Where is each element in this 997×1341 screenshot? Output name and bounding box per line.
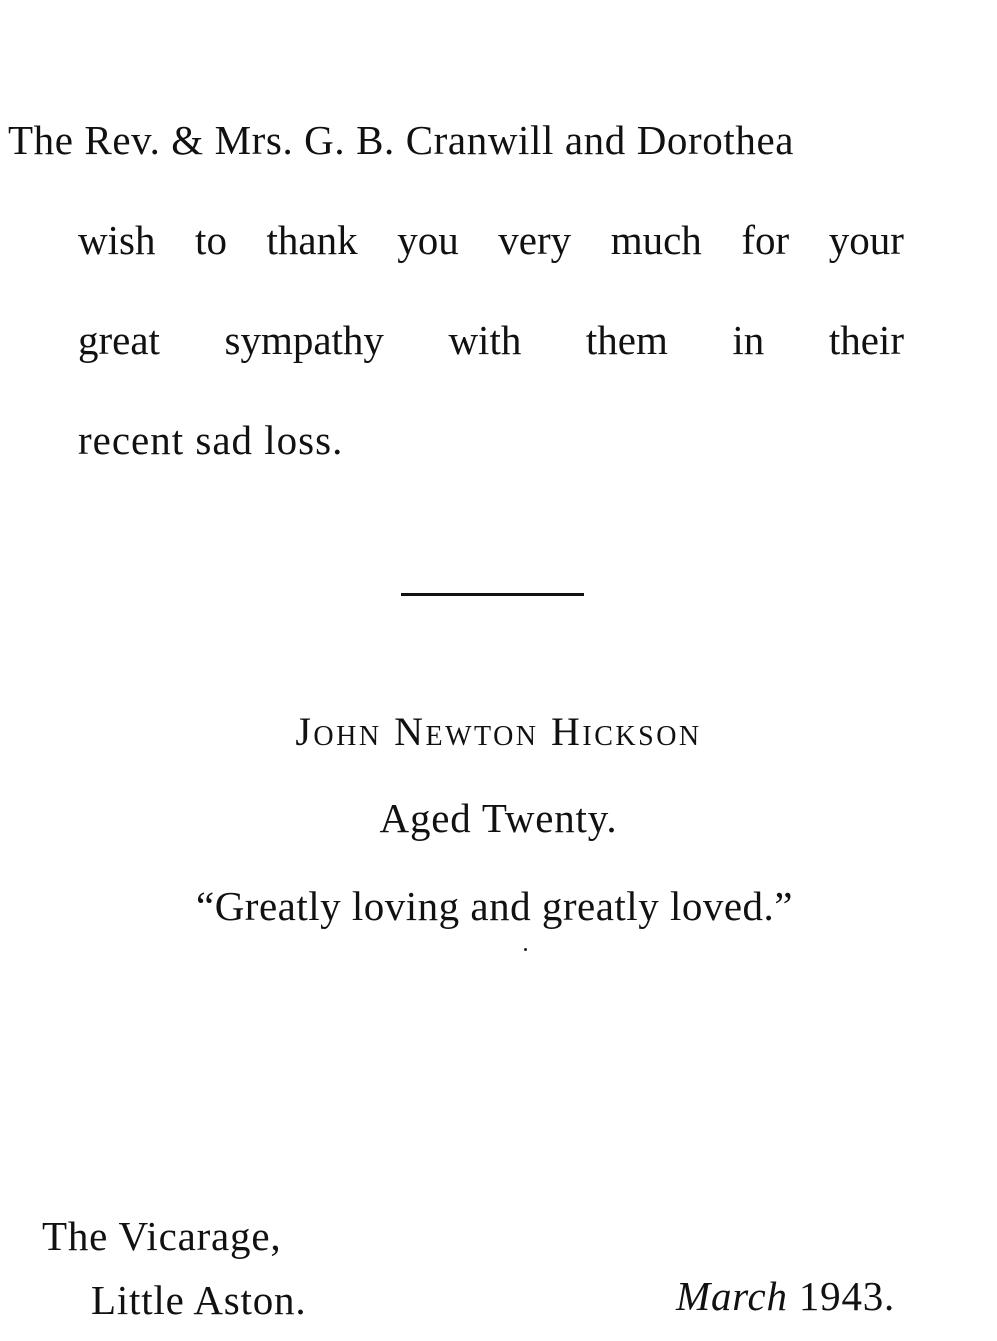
word: sympathy [224, 317, 384, 363]
memorial-age: Aged Twenty. [379, 795, 618, 841]
thanks-line-1: The Rev. & Mrs. G. B. Cranwill and Dorothea [8, 117, 795, 163]
thanks-line-2 [78, 217, 904, 263]
word: their [828, 317, 904, 363]
memorial-name: John Newton Hickson [295, 709, 702, 754]
word: with [448, 317, 522, 363]
divider-rule [401, 593, 584, 596]
thanks-line-4: recent sad loss. [78, 417, 344, 463]
print-speck [524, 948, 527, 951]
address-line-2: Little Aston. [91, 1277, 307, 1323]
word: your [828, 217, 904, 263]
word: much [610, 217, 702, 263]
word: wish [78, 217, 156, 263]
word: to [195, 217, 227, 263]
word: thank [266, 217, 358, 263]
word: them [585, 317, 668, 363]
word: for [741, 217, 790, 263]
date-year: 1943. [798, 1273, 896, 1319]
memorial-quote: “Greatly loving and greatly loved.” [196, 883, 793, 929]
date-month: March [676, 1273, 788, 1319]
address-line-1: The Vicarage, [42, 1213, 282, 1259]
word: very [498, 217, 572, 263]
date-line [676, 1273, 896, 1319]
word: in [732, 317, 765, 363]
word: you [397, 217, 459, 263]
thanks-line-3 [78, 317, 904, 363]
word: great [78, 317, 160, 363]
